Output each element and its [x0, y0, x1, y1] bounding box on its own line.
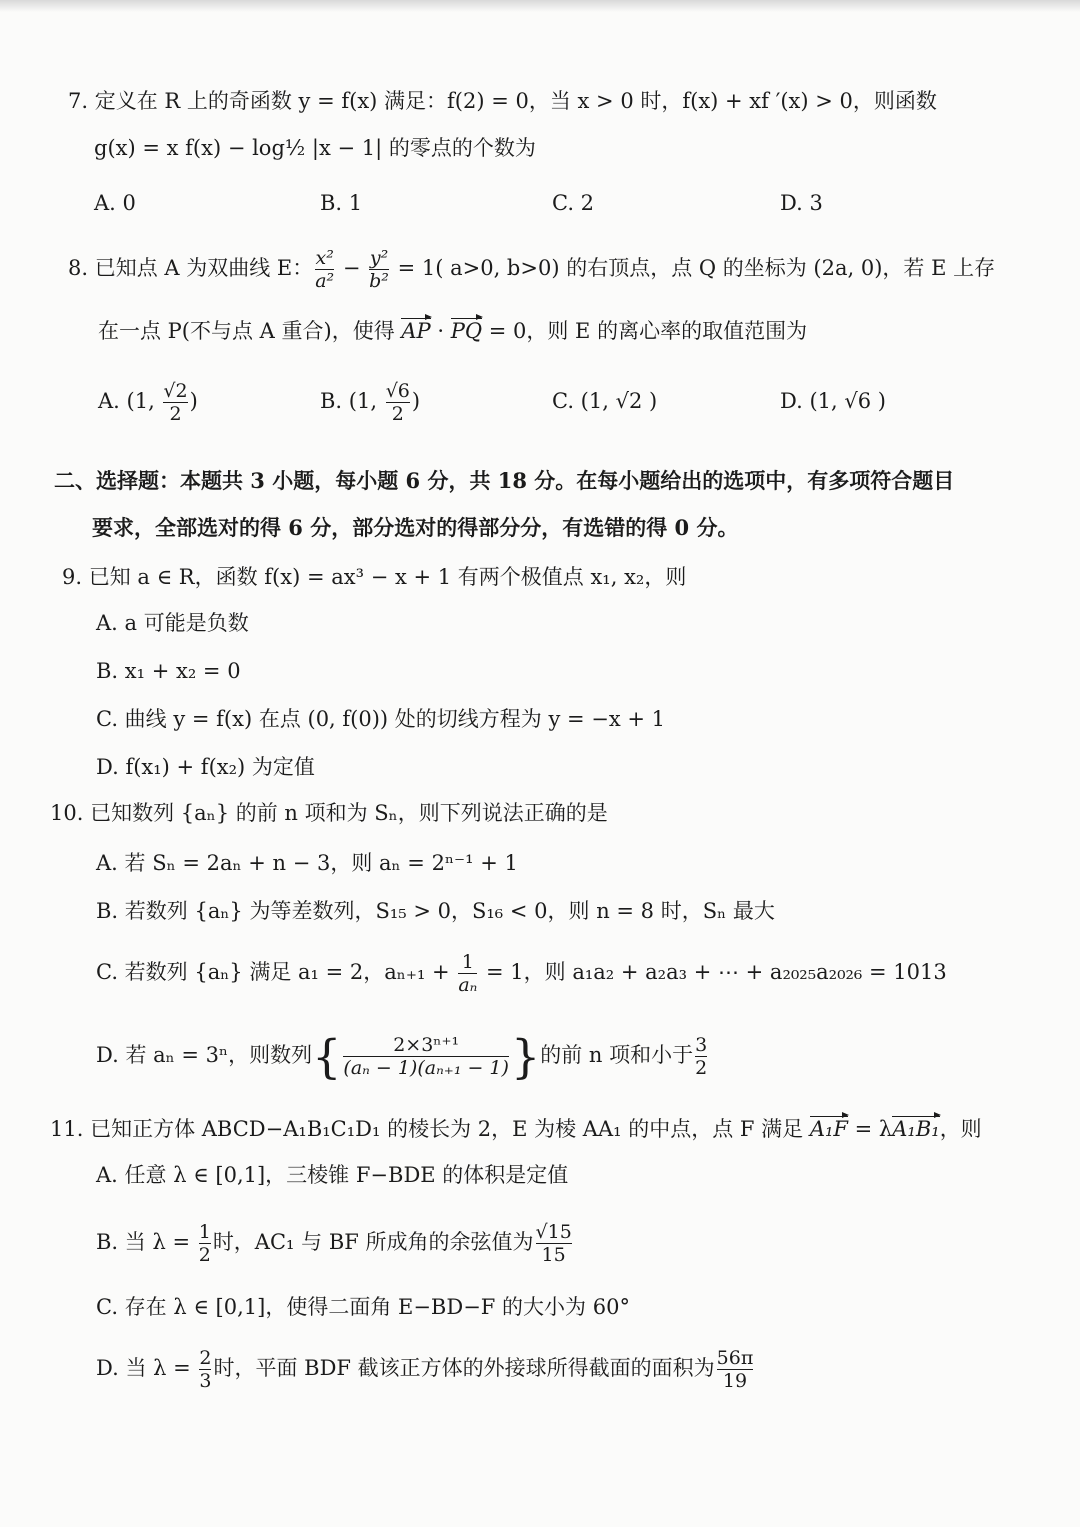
q11-eq-lambda: = λ [847, 1117, 893, 1141]
q11-opt-d-lambda-numerator: 2 [199, 1347, 212, 1369]
q11-opt-b-lambda-fraction [199, 1221, 211, 1266]
q11-opt-b-lambda-numerator: 1 [198, 1221, 211, 1243]
q10-option-b: B. 若数列 {aₙ} 为等差数列，S₁₅ > 0，S₁₆ < 0，则 n = 8 时，Sₙ 最大 [96, 899, 775, 923]
q8-opt-a-denominator: 2 [163, 402, 187, 425]
q10-opt-d-bound-fraction [695, 1034, 707, 1079]
q8-vector-pq: PQ [451, 316, 482, 346]
q11-option-c: C. 存在 λ ∈ [0,1]，使得二面角 E−BD−F 的大小为 60° [96, 1295, 630, 1319]
q7-option-b: B. 1 [320, 191, 363, 215]
q8-frac2-numerator: y² [369, 247, 389, 269]
q9-option-a: A. a 可能是负数 [96, 611, 249, 635]
q11-opt-d-lambda-fraction [199, 1347, 211, 1392]
q7-stem-line1: 7. 定义在 R 上的奇函数 y = f(x) 满足：f(2) = 0，当 x > 0 时，f(x) + xf ′(x) > 0，则函数 [68, 89, 937, 113]
q11-vector-a1b1: A₁B₁ [892, 1114, 939, 1144]
q10-opt-c-denominator: aₙ [458, 974, 478, 996]
q9-option-d: D. f(x₁) + f(x₂) 为定值 [96, 755, 315, 779]
q11-option-a: A. 任意 λ ∈ [0,1]，三棱锥 F−BDE 的体积是定值 [96, 1163, 569, 1187]
q9-option-c: C. 曲线 y = f(x) 在点 (0, f(0)) 处的切线方程为 y = −x + 1 [96, 707, 666, 731]
q10-option-d [96, 1026, 709, 1084]
q10-opt-d-bound-numerator: 3 [695, 1034, 708, 1056]
q10-left-brace: { [312, 1029, 342, 1084]
q10-opt-c-prefix: C. 若数列 {aₙ} 满足 a₁ = 2，aₙ₊₁ + [96, 960, 457, 984]
q11-opt-d-result-fraction [717, 1347, 754, 1392]
q10-option-c [96, 946, 947, 998]
q8-frac2-denominator: b² [369, 270, 389, 292]
q11-stem-prefix: 11. 已知正方体 ABCD−A₁B₁C₁D₁ 的棱长为 2，E 为棱 AA₁ 的中点，点 F 满足 [50, 1117, 810, 1141]
q11-opt-d-result-denominator: 19 [717, 1369, 754, 1392]
q10-opt-d-middle: 的前 n 项和小于 [540, 1043, 694, 1067]
q7-option-c: C. 2 [552, 191, 595, 215]
q7-option-d: D. 3 [780, 191, 823, 215]
q8-stem-line1 [68, 242, 995, 294]
q11-opt-b-prefix: B. 当 λ = [96, 1230, 197, 1254]
q8-stem-line2-prefix: 在一点 P(不与点 A 重合)，使得 [98, 319, 402, 343]
q10-opt-d-denominator: (aₙ − 1)(aₙ₊₁ − 1) [343, 1057, 509, 1079]
q8-stem-line2 [98, 316, 807, 346]
q8-dot: · [430, 319, 451, 343]
q11-vector-a1f: A₁F [810, 1114, 848, 1144]
q8-option-c: C. (1, √2 ) [552, 389, 658, 413]
q8-opt-a-fraction [163, 380, 187, 425]
q8-frac1-denominator: a² [315, 270, 335, 292]
q11-opt-d-prefix: D. 当 λ = [96, 1356, 198, 1380]
q8-opt-a-suffix: ) [189, 389, 198, 413]
q10-opt-d-bound-denominator: 2 [695, 1057, 708, 1079]
q11-stem [50, 1114, 982, 1144]
q8-opt-b-numerator: √6 [385, 380, 410, 402]
q8-opt-b-suffix: ) [411, 389, 421, 413]
q11-opt-b-middle: 时，AC₁ 与 BF 所成角的余弦值为 [212, 1230, 534, 1254]
q10-opt-c-fraction [458, 951, 477, 996]
q11-option-d [96, 1342, 755, 1394]
q8-frac1-numerator: x² [315, 247, 334, 269]
q8-opt-a-prefix: A. (1, [98, 389, 162, 413]
q8-vector-ap: AP [401, 316, 430, 346]
q11-opt-b-lambda-denominator: 2 [198, 1244, 211, 1266]
q7-option-a: A. 0 [94, 191, 136, 215]
q8-option-a [98, 376, 198, 426]
q11-opt-d-lambda-denominator: 3 [199, 1370, 212, 1392]
q8-stem-line1-suffix: = 1( a>0, b>0) 的右顶点，点 Q 的坐标为 (2a, 0)，若 E 上存 [390, 256, 996, 280]
q8-minus: − [336, 256, 368, 280]
q8-opt-a-numerator: √2 [163, 380, 188, 402]
q8-opt-b-denominator: 2 [386, 402, 410, 425]
q11-stem-suffix: ，则 [939, 1117, 982, 1141]
q7-stem-line2: g(x) = x f(x) − log½ |x − 1| 的零点的个数为 [94, 136, 536, 160]
q8-fraction-x2-a2 [315, 247, 334, 292]
q11-opt-b-result-denominator: 15 [536, 1243, 572, 1266]
q8-option-b [320, 376, 420, 426]
q8-opt-b-fraction [386, 380, 410, 425]
q11-opt-d-result-numerator: 56π [716, 1347, 754, 1369]
q11-opt-d-middle: 时，平面 BDF 截该正方体的外接球所得截面的面积为 [213, 1356, 715, 1380]
q10-stem: 10. 已知数列 {aₙ} 的前 n 项和为 Sₙ，则下列说法正确的是 [50, 801, 608, 825]
q8-fraction-y2-b2 [369, 247, 389, 292]
q10-opt-d-numerator: 2×3ⁿ⁺¹ [393, 1034, 460, 1056]
q8-opt-b-prefix: B. (1, [320, 389, 384, 413]
q11-opt-b-result-fraction [536, 1221, 572, 1266]
q10-opt-c-numerator: 1 [461, 951, 474, 973]
q10-right-brace: } [510, 1029, 541, 1084]
section-2-heading-line2: 要求，全部选对的得 6 分，部分选对的得部分分，有选错的得 0 分。 [92, 515, 739, 540]
q10-opt-d-fraction [343, 1034, 509, 1079]
q8-stem-line1-prefix: 8. 已知点 A 为双曲线 E： [68, 256, 314, 280]
q10-option-a: A. 若 Sₙ = 2aₙ + n − 3，则 aₙ = 2ⁿ⁻¹ + 1 [96, 851, 518, 875]
q9-stem: 9. 已知 a ∈ R，函数 f(x) = ax³ − x + 1 有两个极值点 x₁, x₂，则 [62, 565, 687, 589]
section-2-heading-line1: 二、选择题：本题共 3 小题，每小题 6 分，共 18 分。在每小题给出的选项中，有多项符合题目 [54, 468, 955, 493]
q11-option-b [96, 1216, 574, 1268]
q8-stem-line2-suffix: = 0，则 E 的离心率的取值范围为 [482, 319, 808, 343]
q10-opt-d-prefix: D. 若 aₙ = 3ⁿ，则数列 [96, 1043, 313, 1067]
q10-opt-c-suffix: = 1，则 a₁a₂ + a₂a₃ + ⋯ + a₂₀₂₅a₂₀₂₆ = 1013 [479, 960, 947, 984]
q9-option-b: B. x₁ + x₂ = 0 [96, 659, 241, 683]
q8-option-d: D. (1, √6 ) [780, 389, 886, 413]
q11-opt-b-result-numerator: √15 [535, 1221, 572, 1243]
